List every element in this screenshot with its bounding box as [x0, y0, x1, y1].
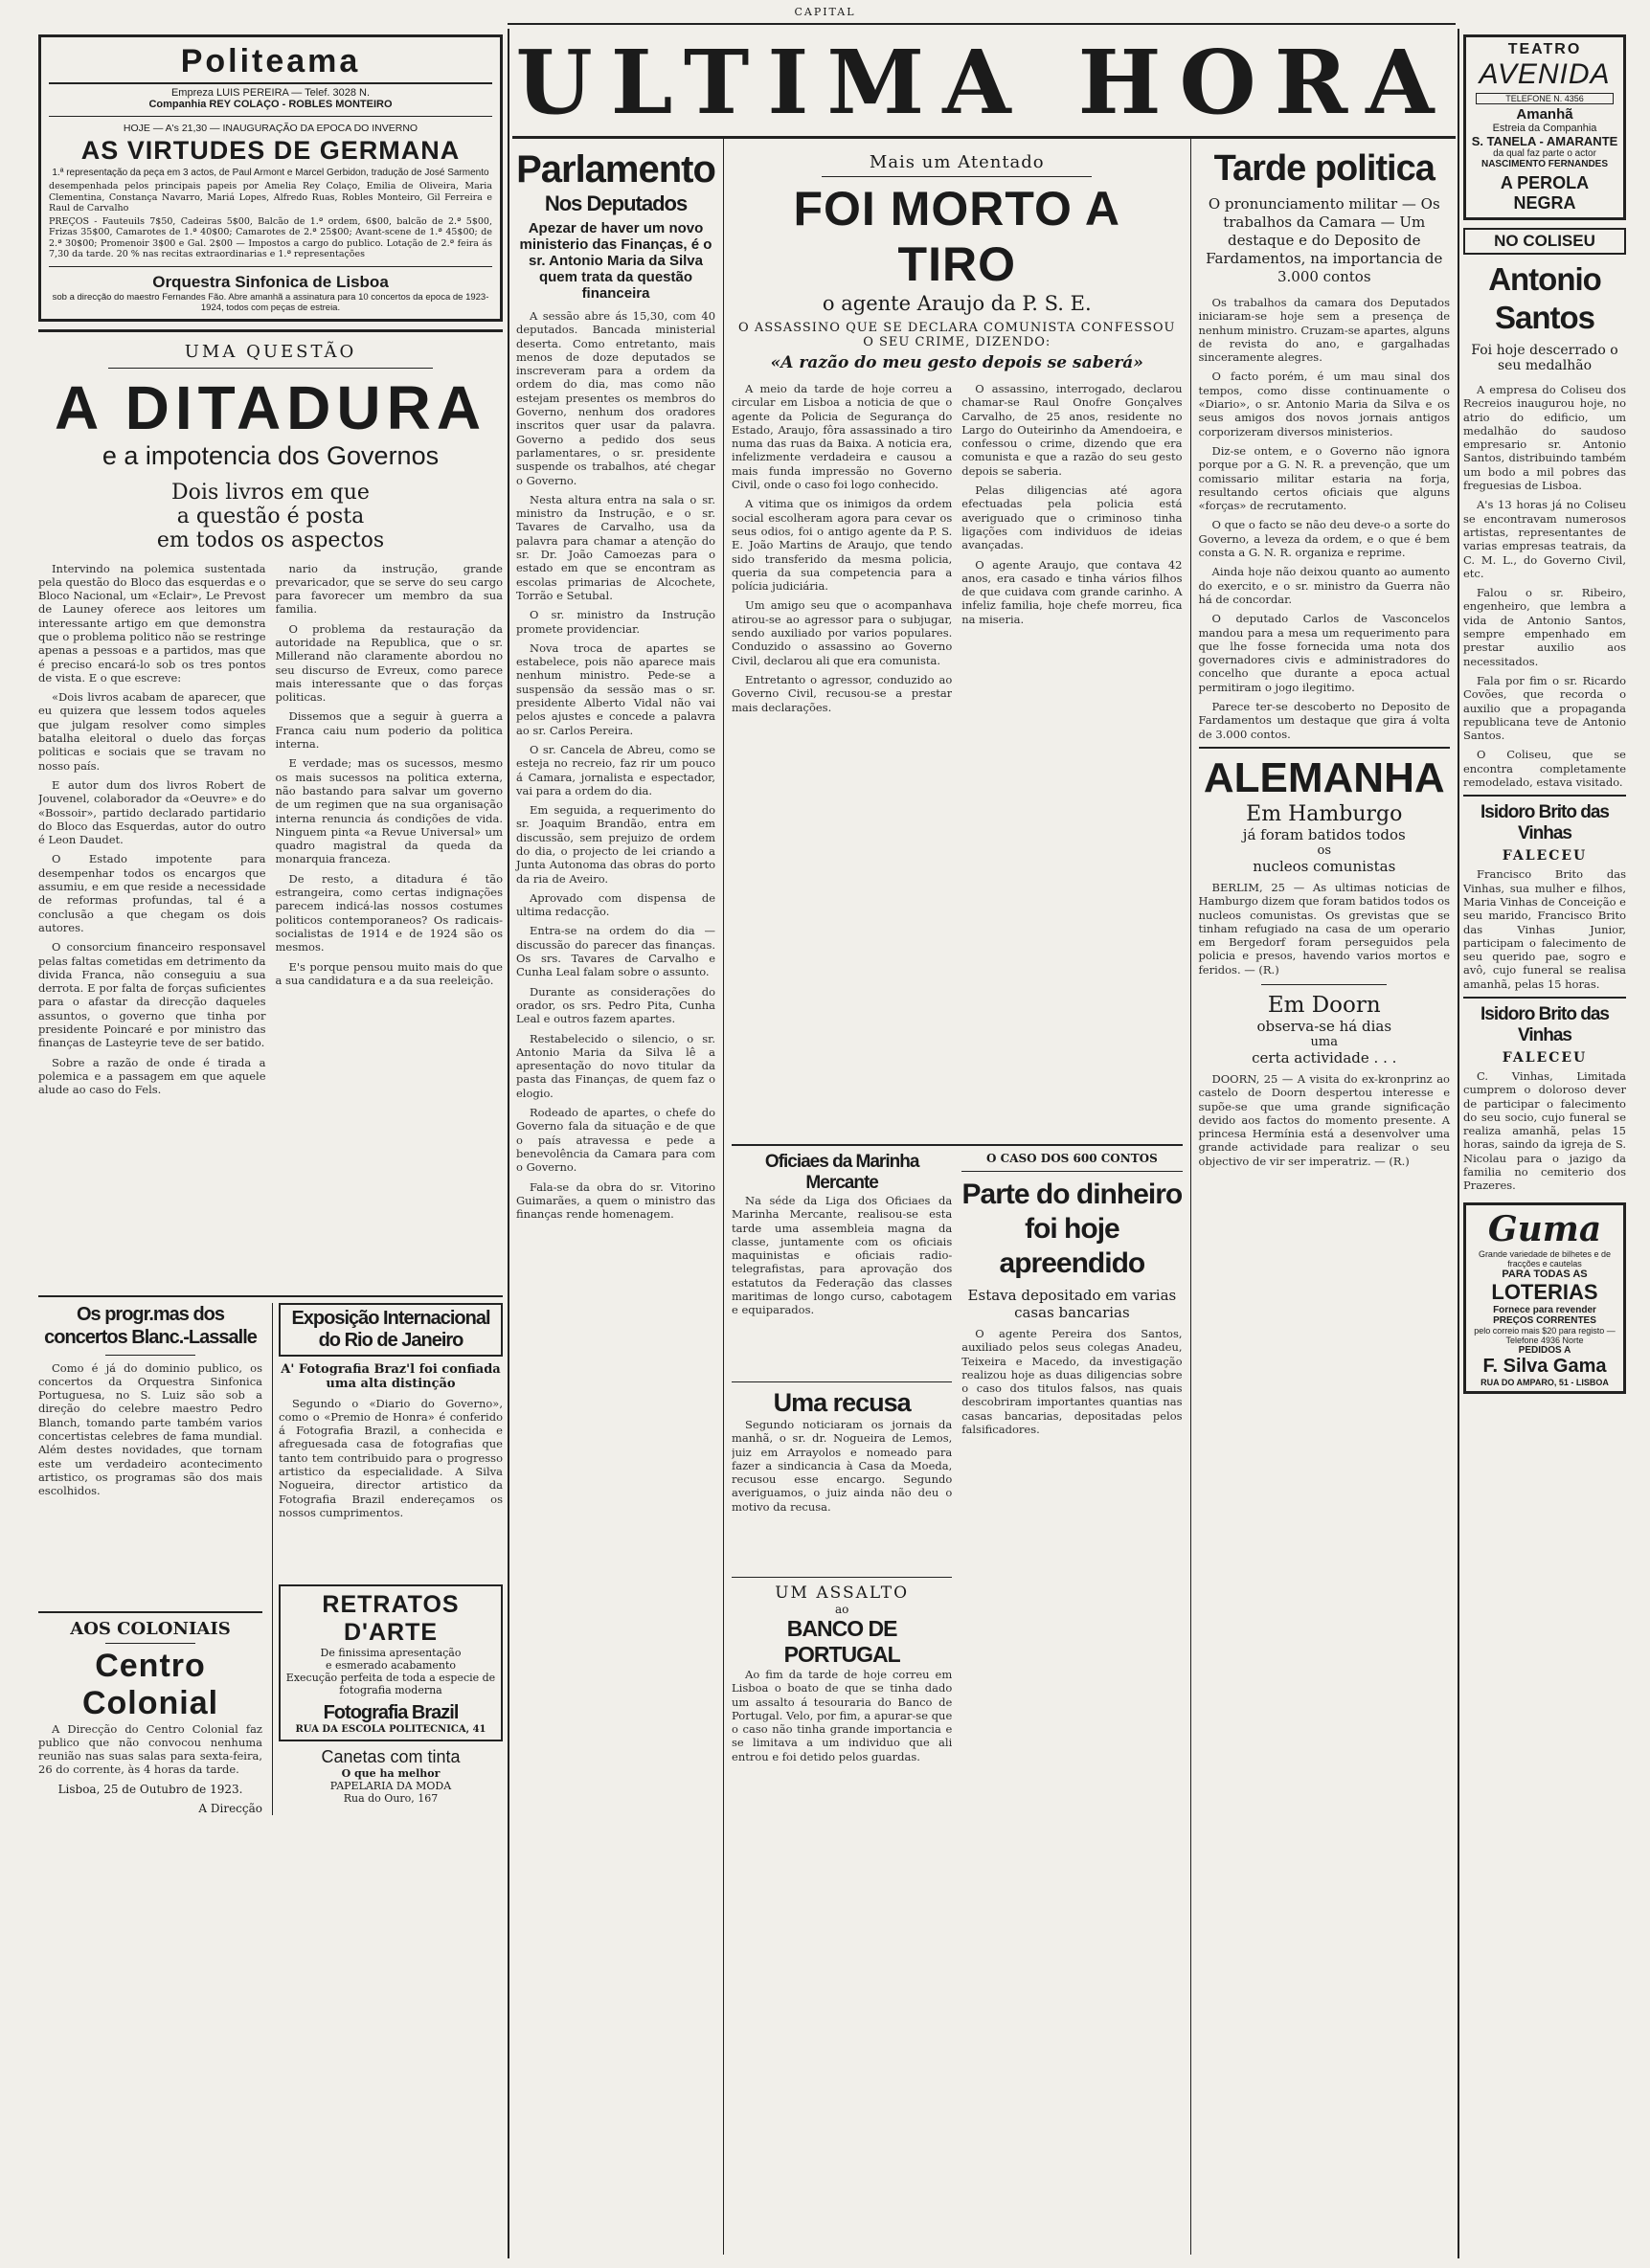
- ditadura-paragraph: Sobre a razão de onde é tirada a polemica e a passagem em que aquele alude ao caso do Fels.: [38, 1055, 266, 1097]
- canetas-line2: PAPELARIA DA MODA: [329, 1779, 452, 1792]
- retratos-address: RUA DA ESCOLA POLITECNICA, 41: [295, 1723, 486, 1735]
- ditadura-kicker: UMA QUESTÃO: [184, 341, 357, 362]
- politeama-ad: [38, 34, 503, 322]
- doorn-deck-2: uma: [1310, 1034, 1338, 1049]
- guma-line7: PEDIDOS A: [1518, 1344, 1571, 1356]
- politeama-play-title: AS VIRTUDES DE GERMANA: [80, 136, 461, 165]
- atentado-paragraph: O agente Araujo, que contava 42 anos, era casado e tinha vários filhos de que cuidava com grande carinho. A infeliz familia, hoje chefe morreu, fica na miseria.: [961, 557, 1183, 626]
- parlamento-paragraph: O sr. ministro da Instrução promete providenciar.: [516, 608, 716, 636]
- alemanha-subtitle: Em Hamburgo: [1246, 801, 1403, 826]
- ditadura-paragraph: De resto, a ditadura é tão estrangeira, como certas indignações parecem indicá-las nossos costumes politicos contemporaneos? Os radicais-socialistas de 1914 e de 1924 são os mesmos.: [275, 871, 503, 954]
- doorn-deck-1: observa-se há dias: [1256, 1017, 1392, 1035]
- ditadura-paragraph: O consorcium financeiro responsavel pelas faltas cometidas em detrimento da divida Franca, não conseguiu a sua derrota. E por falta de forças suficientes para o afastar da direcção daqueles assuntos, o governo que tinha por presidente Poincaré e por ministro das finanças de Lasteyrie teve de ser batido.: [38, 940, 266, 1050]
- coliseu-paragraph: A's 13 horas já no Coliseu se encontravam numerosos artistas, representantes de varias empresas teatrais, da C. M. L., do Governo Civil, etc.: [1463, 498, 1626, 580]
- oficiais-title: Oficiaes da Marinha Mercante: [764, 1152, 919, 1193]
- alemanha-title: ALEMANHA: [1203, 753, 1445, 801]
- teatro-estreia: Estreia da Companhia: [1492, 123, 1597, 134]
- canetas-line1: O que ha melhor: [341, 1766, 441, 1780]
- left-column: [38, 29, 503, 2258]
- obituary-2-text: C. Vinhas, Limitada cumprem o doloroso dever de participar o falecimento do seu socio, cujo funeral se realiza amanhã, pelas 15 horas, saindo da igreja de S. Nicolau para o jazigo da familia no cemiterio dos Prazeres.: [1463, 1068, 1626, 1193]
- coloniais-signoff: A Direcção: [198, 1801, 262, 1815]
- atentado-kicker: Mais um Atentado: [869, 152, 1045, 172]
- orchestra-note: sob a direcção do maestro Fernandes Fão. Abre amanhã a assinatura para 10 concertos da epoca de 1923-1924, todos com peças de estreia.: [52, 291, 489, 313]
- atentado-paragraph: O assassino, interrogado, declarou chamar-se Raul Onofre Gonçalves Carvalho, de 25 anos, residente no Largo do Outeirinho da Amendoeira, e confessou o crime, dizendo que era comunista e que a razão do seu gesto depois se saberia.: [961, 382, 1183, 478]
- retratos-line3: Execução perfeita de toda a especie de fotografia moderna: [285, 1671, 496, 1696]
- guma-line5: PREÇOS CORRENTES: [1493, 1314, 1596, 1326]
- ditadura-headline: A DITADURA: [54, 372, 487, 442]
- atentado-paragraph: Entretanto o agressor, conduzido ao Governo Civil, recusou-se a prestar mais declarações.: [732, 672, 953, 714]
- coliseu-paragraph: O Coliseu, que se encontra completamente remodelado, estava visitado.: [1463, 748, 1626, 790]
- coliseu-paragraph: Falou o sr. Ribeiro, engenheiro, que lembra a vida de Antonio Santos, sempre empenhado em prestar auxilio aos necessitados.: [1463, 586, 1626, 668]
- canetas-ad: [279, 1747, 503, 1805]
- atentado-body: [732, 382, 1183, 1138]
- retratos-title: RETRATOS D'ARTE: [322, 1590, 460, 1646]
- obituary-1-label: FALECEU: [1502, 848, 1588, 865]
- guma-ad: [1463, 1202, 1626, 1394]
- parlamento-paragraph: Nesta altura entra na sala o sr. ministro da Instrução, e o sr. Tavares de Carvalho, usa da palavra para chamar a atenção do sr. Dr. João Camoezas para o estado em que se encontram as escolas primarias de Alcochete, Torrão e Setubal.: [516, 492, 716, 602]
- atentado-subheadline: o agente Araujo da P. S. E.: [822, 292, 1092, 315]
- exposicao-title: Exposição Internacional do Rio de Janeiro: [279, 1303, 503, 1357]
- parlamento-deck: Apezar de haver um novo ministerio das Finanças, é o sr. Antonio Maria da Silva quem trata da questão financeira: [519, 220, 712, 302]
- tarde-paragraph: Parece ter-se descoberto no Deposito de Fardamentos um destaque que gira á volta de 3.000 contos.: [1198, 700, 1450, 741]
- ditadura-paragraph: O problema da restauração da autoridade na Republica, que o sr. Millerand não claramente abordou no seu discurso de Evreux, como parece mais interessante que o das forças politicas.: [275, 621, 503, 705]
- coliseu-name: Antonio Santos: [1488, 261, 1601, 335]
- tarde-paragraph: O facto porém, é um mau sinal dos tempos, como disse continuamente o «Diario», o sr. Antonio Maria da Silva e os seus amigos dos novos jornais antigos corporizeram diversos ministerios.: [1198, 370, 1450, 438]
- ditadura-paragraph: Dissemos que a seguir à guerra a Franca caiu num poderio da politica interna.: [275, 709, 503, 752]
- parlamento-paragraph: Rodeado de apartes, o chefe do Governo fala da situação e de que o país atravessa e pede a benevolência da Camara para com o Governo.: [516, 1106, 716, 1175]
- exposicao-subtitle: A' Fotografia Braz'l foi confiada uma alta distinção: [281, 1361, 501, 1391]
- ditadura-paragraph: nario da instrução, grande prevaricador, que se serve do seu cargo para favorecer um membro da sua familia.: [275, 561, 503, 617]
- canetas-line3: Rua do Ouro, 167: [343, 1791, 439, 1805]
- parlamento-paragraph: Durante as considerações do orador, os srs. Pedro Pita, Cunha Leal e outros fazem apartes.: [516, 984, 716, 1026]
- parlamento-paragraph: Nova troca de apartes se estabelece, pois não aparece mais nenhum ministro. Pede-se a suspensão da sessão mas o sr. presidente Alberto Vidal não vai pelos ajustes e concede a palavra ao sr. Carlos Pereira.: [516, 640, 716, 737]
- alemanha-deck-3: nucleos comunistas: [1253, 857, 1396, 875]
- parlamento-paragraph: Aprovado com dispensa de ultima redacção.: [516, 890, 716, 919]
- parlamento-paragraph: Em seguida, a requerimento do sr. Joaquim Brandão, entra em discussão, sem prejuizo de ordem do dia, o projecto de lei criando a Junta Autonoma das obras do porto da ria de Aveiro.: [516, 803, 716, 886]
- doorn-title: Em Doorn: [1267, 992, 1381, 1018]
- teatro-title: AVENIDA: [1479, 58, 1611, 90]
- parlamento-paragraph: Entra-se na ordem do dia — discussão do parecer das finanças. Os srs. Tavares de Carvalho e Cunha Leal falam sobre o assunto.: [516, 924, 716, 979]
- doorn-text: DOORN, 25 — A visita do ex-kronprinz ao castelo de Doorn despertou interesse e supõe-se que uma grande significação devido aos factos do momento presente. A princesa Hermínia está a desenvolver uma grande actividade para realizar o seu objectivo de vir ser imperatriz. — (R.): [1198, 1071, 1450, 1168]
- banco-kicker: UM ASSALTO: [775, 1583, 910, 1603]
- politeama-credits: 1.ª representação da peça em 3 actos, de Paul Armont e Marcel Gerbidon, tradução de José Sarmento: [52, 168, 489, 178]
- concertos-title: Os progr.mas dos concertos Blanc.-Lassalle: [44, 1303, 257, 1348]
- atentado-paragraph: Um amigo seu que o acompanhava atirou-se ao agressor para o subjugar, sendo auxiliado por varios populares. Conduzido o assassino ao Governo Civil, declarou ali que era comunista.: [732, 598, 953, 667]
- guma-line1: Grande variedade de bilhetes e de fracções e cautelas: [1478, 1248, 1612, 1269]
- contos-text: O agente Pereira dos Santos, auxiliado pelos seus colegas Anadeu, Teixeira e Macedo, da investigação realizou hoje as duas diligencias sobre o caso dos titulos falsos, nas quais descobriram importantes quantias nas casas bancarias, depositadas pelos falsificadores.: [961, 1327, 1183, 1437]
- coliseu-deck: Foi hoje descerrado o seu medalhão: [1471, 343, 1618, 373]
- tarde-deck: O pronunciamento militar — Os trabalhos da Camara — Um destaque e do Deposito de Fardamentos, na importancia de 3.000 contos: [1206, 195, 1443, 285]
- teatro-kicker: TEATRO: [1507, 41, 1582, 57]
- obituary-2-label: FALECEU: [1502, 1049, 1588, 1066]
- teatro-actor: NASCIMENTO FERNANDES: [1480, 159, 1609, 169]
- parlamento-column: [512, 139, 724, 2255]
- politeama-company: Empreza LUIS PEREIRA — Telef. 3028 N.: [170, 87, 371, 99]
- ditadura-paragraph: E's porque pensou muito mais do que a sua candidatura e a da sua reeleição.: [275, 959, 503, 987]
- teatro-play: A PEROLA NEGRA: [1500, 173, 1590, 213]
- tarde-paragraph: O deputado Carlos de Vasconcelos mandou para a mesa um requerimento para que lhe fosse fornecida uma nota dos governadores civis e administradores do concelho que durante a epoca actual permitiram o jogo ilegitimo.: [1198, 612, 1450, 694]
- coliseu-paragraph: A empresa do Coliseu dos Recreios inaugurou hoje, no atrio do edificio, um medalhão do saudoso empresario sr. Antonio Santos, distribuindo também um bodo a mil pobres das freguesias de Lisboa.: [1463, 383, 1626, 493]
- coloniais-text: A Direcção do Centro Colonial faz publico que não convocou nenhuma reunião nas suas salas para sexta-feira, 26 do corrente, às 4 horas da tarde.: [38, 1721, 262, 1777]
- ditadura-paragraph: Intervindo na polemica sustentada pela questão do Bloco das esquerdas e o Bloco Nacional, um «Eclair», Le Prevost de Launey oferece aos leitores um interessante artigo em que demonstra que o problema politico não se restringe apenas a pessoas e a partidos, mas que é preciso encará-lo sob os tres pontos de vista. E o que escreve:: [38, 561, 266, 685]
- guma-line3: LOTERIAS: [1491, 1279, 1598, 1304]
- parlamento-title: Parlamento: [516, 148, 715, 191]
- alemanha-deck-1: já foram batidos todos: [1242, 825, 1406, 843]
- guma-line9: RUA DO AMPARO, 51 - LISBOA: [1480, 1377, 1609, 1387]
- recusa-title: Uma recusa: [773, 1388, 911, 1417]
- alemanha-text: BERLIM, 25 — As ultimas noticias de Hamburgo dizem que foram batidos todos os nucleos comunistas. Os grevistas que se tinham refugiado na casa de um operario em Bergedorf foram perseguidos pela policia e presos, havendo varios mortos e feridos. — (R.): [1198, 880, 1450, 977]
- concertos-text: Como é já do dominio publico, os concertos da Orquestra Sinfonica Portuguesa, no S. Luiz são sob a direção do celebre maestro Pedro Blanch, tomando parte também varios concertistas celebres de fama mundial. Além destes novidades, que tornam este um verdadeiro acontecimento artistico, os programas são dos mais escolhidos.: [38, 1360, 262, 1498]
- politeama-troupe: Companhia REY COLAÇO - ROBLES MONTEIRO: [148, 99, 393, 110]
- atentado-paragraph: A meio da tarde de hoje correu a circular em Lisboa a noticia de que o agente da Policia de Segurança do Estado, Araujo, fôra assassinado a tiro numa das ruas da Baixa. A noticia era, infelizmente verdadeira e causou a mais funda impressão no Governo Civil, onde o caso foi logo conhecido.: [732, 382, 953, 492]
- politeama-cast: desempenhada pelos principais papeis por Amelia Rey Colaço, Emilia de Oliveira, Maria Clementina, Constança Navarro, Mariá Lopes, Alfredo Ruas, Robles Monteiro, Gil Ferreira e Raul de Carvalho: [49, 181, 492, 213]
- column-rule: [1458, 29, 1459, 2258]
- politeama-prices: PREÇOS - Fauteuils 7$50, Cadeiras 5$00, Balcão de 1.ª ordem, 6$00, balcão de 2.ª 5$00, Frizas 35$00, Camarotes de 1.ª 40$00; Camarotes de 2.ª 25$00; Avant-scene de 1.ª 45$00; de 2.ª 30$00; Promenoir 3$00 e Gal. 2$00 — Impostos a cargo do publico. Lotação de 2.ª feira ás 7,30 da tarde. 20 % nas recitas extraordinarias e 1.ª representações: [49, 215, 492, 259]
- ditadura-deck-3: em todos os aspectos: [156, 528, 385, 552]
- parlamento-paragraph: Fala-se da obra do sr. Vitorino Guimarães, a quem o ministro das finanças rende homenagem.: [516, 1179, 716, 1222]
- parlamento-paragraph: O sr. Cancela de Abreu, como se esteja no recreio, faz rir um pouco á Camara, jornalista e espectador, vai para a ordem do dia.: [516, 742, 716, 797]
- teatro-actor-line: da qual faz parte o actor: [1493, 148, 1596, 159]
- guma-line2: PARA TODAS AS: [1502, 1268, 1588, 1280]
- teatro-avenida-ad: [1463, 34, 1626, 220]
- tarde-paragraph: O que o facto se não deu deve-o a sorte do Governo, a leveza da ordem, e o que é bem consta a G. N. R. organiza e reprime.: [1198, 518, 1450, 560]
- banner-title: ULTIMA HORA: [512, 29, 1456, 139]
- coliseu-kicker: NO COLISEU: [1463, 228, 1626, 255]
- obituary-2-title: Isidoro Brito das Vinhas: [1480, 1003, 1609, 1045]
- doorn-deck-3: certa actividade . . .: [1252, 1048, 1397, 1067]
- banco-text: Ao fim da tarde de hoje correu em Lisboa o boato de que se tinha dado um assalto á tesouraria do Banco de Portugal. Velo, por fim, a apurar-se que o caso não tinha grande importancia e se limitava a um individuo que ali entrou e foi detido pelos guardas.: [732, 1668, 953, 1763]
- centre-columns: [512, 29, 1456, 2258]
- ditadura-deck-1: Dois livros em que: [171, 480, 370, 505]
- masthead-rule: [508, 23, 1456, 25]
- banco-prep: ao: [834, 1603, 849, 1616]
- obituary-1-title: Isidoro Brito das Vinhas: [1480, 802, 1609, 844]
- atentado-paragraph: Pelas diligencias até agora efectuadas pela policia está averiguado que o criminoso tinha ligações com individuos de ideias avançadas.: [961, 483, 1183, 552]
- obituary-1-text: Francisco Brito das Vinhas, sua mulher e filhos, Maria Vinhas de Conceição e seu marido, Francisco Brito das Vinhas Junior, participam o falecimento de seu querido pae, sogro e avô, cujo funeral se realisa amanhã, pelas 15 horas.: [1463, 867, 1626, 991]
- contos-deck: Estava depositado em varias casas bancarias: [967, 1287, 1177, 1321]
- recusa-text: Segundo noticiaram os jornais da manhã, o sr. dr. Nogueira de Lemos, juiz em Arrayolos e nomeado para fazer a sindicancia à Casa da Moeda, recusou esse encargo. Segundo averiguamos, o juiz ainda não deu o motivo da recusa.: [732, 1418, 953, 1514]
- coloniais-date: Lisboa, 25 de Outubro de 1923.: [57, 1782, 243, 1796]
- parlamento-paragraph: Restabelecido o silencio, o sr. Antonio Maria da Silva lê a apresentação do novo titular da pasta das Finanças, de quem faz o elogio.: [516, 1031, 716, 1100]
- exposicao-text: Segundo o «Diario do Governo», como o «Premio de Honra» é conferido á Fotografia Brazil, a conhecida e afreguesada casa de fotografias que tanto tem contribuido para o progresso artistico da especialidade. A Silva Nogueira, director artistico da Fotografia Brazil endereçamos os nossos cumprimentos.: [279, 1396, 503, 1519]
- atentado-paragraph: A vitima que os inimigos da ordem social escolheram agora para cevar os seus odios, foi o antigo agente da P. S. E. João Martins de Araujo, que tendo sido transferido da mesma policia, queria da sua competencia para a polícia judiciária.: [732, 497, 953, 594]
- guma-line6: pelo correio mais $20 para registo — Telefone 4936 Norte: [1474, 1325, 1616, 1345]
- masthead-label: CAPITAL: [794, 6, 856, 18]
- guma-line8: F. Silva Gama: [1482, 1355, 1607, 1377]
- atentado-lower: [732, 1152, 1183, 1769]
- guma-brand: Guma: [1487, 1208, 1602, 1249]
- atentado-headline: FOI MORTO A TIRO: [793, 182, 1121, 291]
- canetas-title: Canetas com tinta: [321, 1746, 461, 1766]
- retratos-line1: De finissima apresentação: [320, 1646, 462, 1659]
- parlamento-paragraph: A sessão abre ás 15,30, com 40 deputados. Bancada ministerial deserta. Como entretanto, mais menos de doze deputados se inscreveram para a ordem da ordem do dia, mas como não estejam presentes os membros do Governo, nenhum dos oradores inscritos quer usar da palavra. Governo a pedido dos seus parlamentares, o sr. presidente suspende os trabalhos, até chegar o Governo.: [516, 309, 716, 487]
- ditadura-deck-2: a questão é posta: [176, 504, 365, 528]
- atentado-quote: «A razão do meu gesto depois se saberá»: [770, 353, 1143, 372]
- tarde-column: [1191, 139, 1456, 2255]
- centre-grid: [512, 139, 1456, 2255]
- coliseu-paragraph: Fala por fim o sr. Ricardo Covões, que recorda o auxilio que a propaganda republicana teve de Antonio Santos.: [1463, 673, 1626, 743]
- tarde-title: Tarde politica: [1213, 148, 1435, 189]
- column-rule: [508, 29, 509, 2258]
- ditadura-body: [38, 562, 503, 1290]
- banco-title: BANCO DE PORTUGAL: [783, 1616, 900, 1667]
- coloniais-title: Centro Colonial: [81, 1647, 219, 1721]
- ditadura-paragraph: «Dois livros acabam de aparecer, que eu quizera que lessem todos aqueles que julgam resolver como simples batalha eleitoral o duelo das forças politicas e sociais que se travam no nosso país.: [38, 690, 266, 773]
- retratos-shop: Fotografia Brazil: [323, 1701, 459, 1723]
- politeama-tonight: HOJE — A's 21,30 — INAUGURAÇÃO DA EPOCA DO INVERNO: [123, 123, 418, 134]
- contos-headline: Parte do dinheiro foi hoje apreendido: [961, 1179, 1183, 1279]
- ditadura-subheadline: e a impotencia dos Governos: [102, 440, 440, 470]
- ditadura-paragraph: E verdade; mas os sucessos, mesmo os mais sucessos na politica externa, não bastando para salvar um governo de um regimen que na sua organisação interna renuncia ás condições de vida. Ninguem pinta «a Revue Universal» um quadro magistral da queda da monarquia franceza.: [275, 756, 503, 866]
- teatro-company: S. TANELA - AMARANTE: [1471, 134, 1618, 148]
- politeama-title: Politeama: [49, 43, 492, 84]
- atentado-deck: O ASSASSINO QUE SE DECLARA COMUNISTA CONFESSOU O SEU CRIME, DIZENDO:: [738, 321, 1176, 349]
- contos-kicker: O CASO DOS 600 CONTOS: [986, 1152, 1158, 1165]
- ditadura-paragraph: O Estado impotente para desempenhar todos os encargos que assumiu, e em que reside a necessidade de reformas profundas, tal é a conclusão a que chegam os dois autores.: [38, 852, 266, 934]
- left-bottom: [38, 1303, 503, 1815]
- right-column: [1463, 29, 1626, 2258]
- retratos-line2: e esmerado acabamento: [325, 1658, 457, 1672]
- orchestra-title: Orquestra Sinfonica de Lisboa: [152, 272, 389, 291]
- tarde-paragraph: Diz-se ontem, e o Governo não ignora porque por a G. N. R. a prevenção, que um comissario militar estaria na forja, resultando certos oficiais que alguns «forças» de recrutamento.: [1198, 443, 1450, 513]
- teatro-amanha: Amanhã: [1516, 106, 1573, 123]
- alemanha-deck-2: os: [1317, 842, 1331, 858]
- atentado-column: [724, 139, 1191, 2255]
- oficiais-text: Na séde da Liga dos Oficiaes da Marinha Mercante, realisou-se esta tarde uma assembleia magna da classe, juntamente com os oficiais maquinistas e oficiais radio-telegrafistas, para aprovação dos estatutos da Federação das classes maritimas de longo curso, cabotagem e equiparados.: [732, 1194, 953, 1317]
- parlamento-subtitle: Nos Deputados: [544, 191, 688, 215]
- tarde-paragraph: Os trabalhos da camara dos Deputados iniciaram-se hoje sem a presença de nenhum ministro. Cruzam-se apartes, alguns de revista do ano, e gargalhadas sinceramente alegres.: [1198, 296, 1450, 365]
- retratos-ad: [279, 1584, 503, 1741]
- coloniais-kicker: AOS COLONIAIS: [70, 1618, 231, 1639]
- tarde-paragraph: Ainda hoje não deixou quanto ao aumento do exercito, e o sr. ministro da Guerra não há de concordar.: [1198, 565, 1450, 606]
- teatro-phone: TELEFONE N. 4356: [1476, 93, 1614, 104]
- ditadura-paragraph: E autor dum dos livros Robert de Jouvenel, colaborador da «Oeuvre» e do «Bossoir», partido declarado partidario do Bloco das Esquerdas, autor do outro é Leon Daudet.: [38, 777, 266, 847]
- guma-line4: Fornece para revender: [1493, 1304, 1596, 1315]
